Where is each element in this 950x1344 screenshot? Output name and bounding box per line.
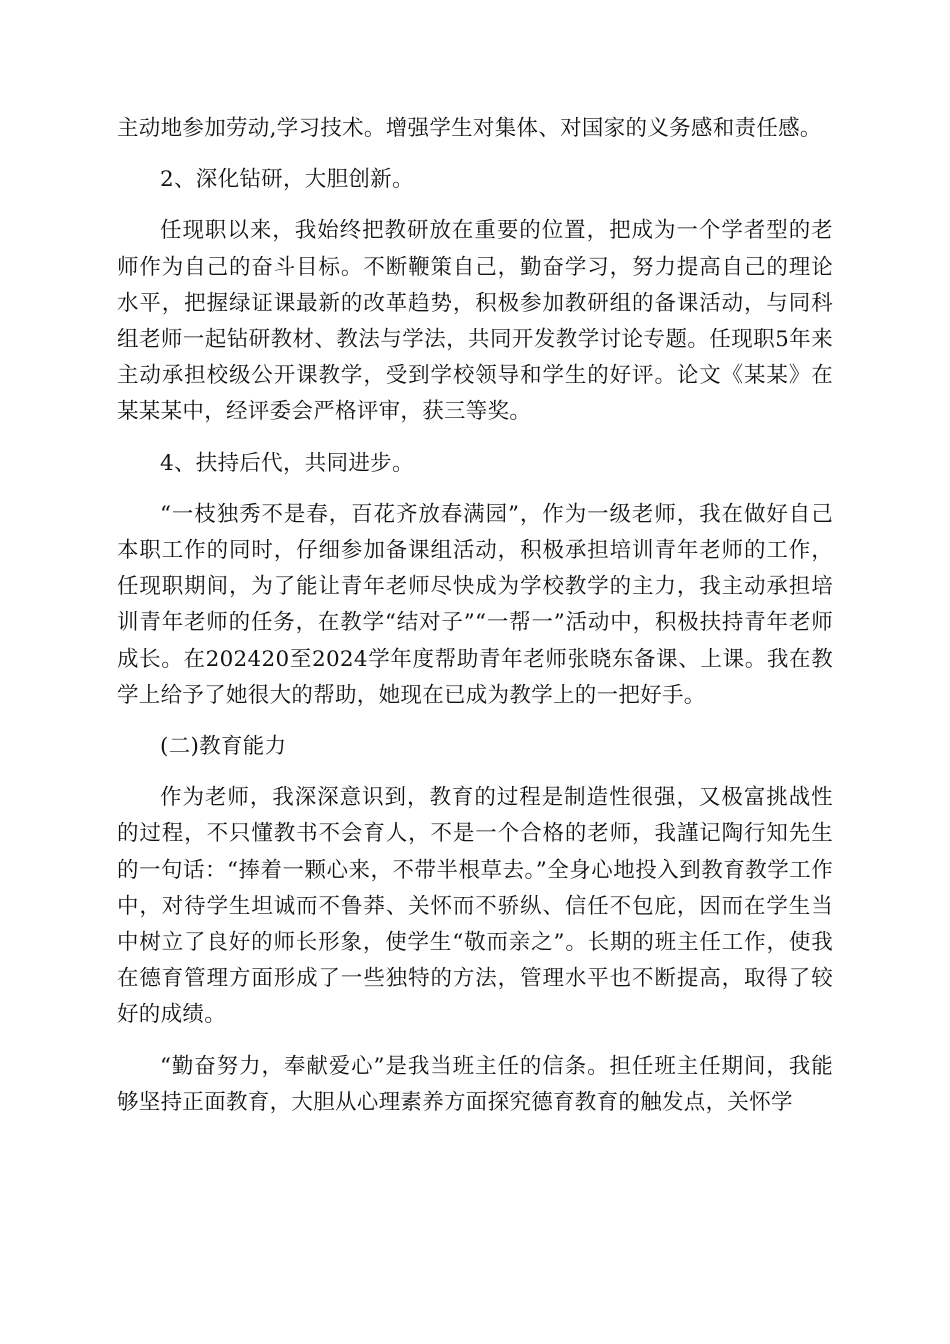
section-heading-research-innovation: 2、深化钻研，大胆创新。 (160, 167, 414, 193)
section-heading-education-ability: (二)教育能力 (160, 734, 287, 760)
section-heading-mentoring: 4、扶持后代，共同进步。 (160, 450, 414, 476)
paragraph-mentoring: “一枝独秀不是春，百花齐放春满园”，作为一级老师，我在做好自己本职工作的同时，仔细参加备课组活动，积极承担培训青年老师的工作，任现职期间，为了能让青年老师尽快成为学校教学的主力，我主动承担培训青年老师的任务，在教学“结对子”“一帮一”活动中，积极扶持青年老师成长。在202420至2024学年度帮助青年老师张晓东备课、上课。我在教学上给予了她很大的帮助，她现在已成为教学上的一把好手。 (117, 501, 833, 708)
paragraph-duty-continuation: 主动地参加劳动,学习技术。增强学生对集体、对国家的义务感和责任感。 (117, 116, 822, 141)
paragraph-class-teacher-motto: “勤奋努力，奉献爱心”是我当班主任的信条。担任班主任期间，我能够坚持正面教育，大胆从心理素养方面探究德育教育的触发点，关怀学 (117, 1053, 833, 1115)
document-body (117, 111, 833, 1121)
paragraph-education-ability: 作为老师，我深深意识到，教育的过程是制造性很强，又极富挑战性的过程，不只懂教书不会育人，不是一个合格的老师，我謹记陶行知先生的一句话：“捧着一颗心来，不带半根草去。”全身心地投入到教育教学工作中，对待学生坦诚而不鲁莽、关怀而不骄纵、信任不包庇，因而在学生当中树立了良好的师长形象，使学生“敬而亲之”。长期的班主任工作，使我在德育管理方面形成了一些独特的方法，管理水平也不断提高，取得了较好的成绩。 (117, 785, 833, 1028)
paragraph-teaching-research: 任现职以来，我始终把教研放在重要的位置，把成为一个学者型的老师作为自己的奋斗目标。不断鞭策自己，勤奋学习，努力提高自己的理论水平，把握绿证课最新的改革趋势，积极参加教研组的备课活动，与同科组老师一起钻研教材、教法与学法，共同开发教学讨论专题。任现职5年来主动承担校级公开课教学，受到学校领导和学生的好评。论文《某某》在某某某中，经评委会严格评审，获三等奖。 (117, 218, 833, 425)
